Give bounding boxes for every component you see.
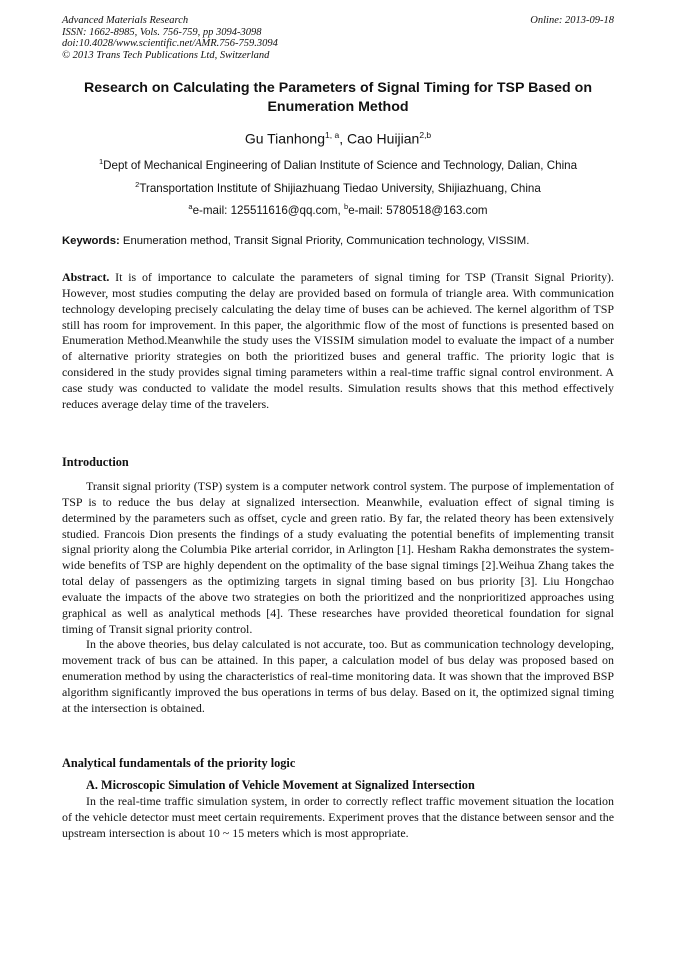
introduction-section	[62, 479, 614, 717]
online-date: Online: 2013-09-18	[530, 15, 614, 26]
journal-header	[62, 15, 614, 61]
keywords-text: Enumeration method, Transit Signal Priority, Communication technology, VISSIM.	[119, 235, 530, 247]
paper-title: Research on Calculating the Parameters of Signal Timing for TSP Based on Enumeration Method	[84, 80, 592, 115]
issn-line: ISSN: 1662-8985, Vols. 756-759, pp 3094-3098	[62, 26, 262, 38]
affiliation-2-text: Transportation Institute of Shijiazhuang Tiedao University, Shijiazhuang, China	[139, 181, 541, 195]
abstract-section	[62, 270, 614, 413]
analytical-subheading: A. Microscopic Simulation of Vehicle Movement at Signalized Intersection	[86, 778, 475, 792]
affiliation-2	[62, 180, 614, 195]
author-separator: ,	[339, 130, 347, 147]
keywords-line	[62, 235, 622, 247]
abstract-label: Abstract.	[62, 270, 110, 284]
introduction-paragraph-1: Transit signal priority (TSP) system is a computer network control system. The purpose of implementation of TSP is to reduce the bus delay at signalized intersection. Meanwhile, evaluation effect of signal timing is determined by the parameters such as offset, cycle and green ratio. By far, the related theory has been extensively studied. Francois Dion presents the findings of a study evaluating the potential benefits of implementing transit signal priority along the Columbia Pike arterial corridor, in Arlington [1]. Hesham Rakha demonstrates the system-wide benefits of TSP are highly dependent on the optimality of the base signal timings [2].Weihua Zhang takes the total delay of passengers as the optimizing targets in signal timing based on bus priority [3]. Liu Hongchao evaluate the impacts of the above two strategies on both the prioritized and the nonprioritized approaches using graphical as well as analytical methods [4]. These researches have provided theoretical foundation for signal timing of Transit signal priority control.	[62, 479, 614, 636]
email-a: e-mail: 125511616@qq.com,	[192, 203, 345, 217]
doi-line: doi:10.4028/www.scientific.net/AMR.756-759.3094	[62, 38, 278, 50]
email-b: e-mail: 5780518@163.com	[348, 203, 488, 217]
analytical-heading: Analytical fundamentals of the priority logic	[62, 756, 296, 770]
abstract-text: It is of importance to calculate the parameters of signal timing for TSP (Transit Signal Priority). However, most studies computing the delay are provided based on formula of triangle area. With communication technology developing precisely calculating the delay time of buses can be achieved. The kernel algorithm of TSP still has room for improvement. In this paper, the algorithmic flow of the most of functions is presented based on Enumeration Method.Meanwhile the study uses the VISSIM simulation model to evaluate the impact of a number of alternative priority strategies on both the prioritized buses and general traffic. The priority logic that is considered in the study provides signal timing parameters within a real-time traffic signal control environment. A case study was conducted to validate the model results. Simulation results shows that this method effectively reduces average delay time of the travelers.	[62, 270, 614, 411]
affiliation-1-text: Dept of Mechanical Engineering of Dalian Institute of Science and Technology, Dalian, China	[103, 158, 578, 172]
analytical-section	[62, 794, 614, 842]
author-2-affiliation-mark: 2,b	[419, 130, 432, 140]
email-b-mark: b	[344, 202, 349, 211]
affiliation-2-mark: 2	[135, 180, 140, 189]
author-1-affiliation-mark: 1, a	[325, 130, 340, 140]
author-line	[62, 130, 614, 147]
journal-name: Advanced Materials Research	[62, 15, 189, 26]
introduction-heading: Introduction	[62, 455, 129, 469]
email-a-mark: a	[188, 202, 193, 211]
analytical-paragraph-1: In the real-time traffic simulation system, in order to correctly reflect traffic movement situation the location of the vehicle detector must meet certain requirements. Experiment proves that the distance between sensor and the upstream intersection is about 10 ~ 15 meters which is most appropriate.	[62, 794, 614, 840]
affiliation-1	[62, 157, 614, 172]
copyright-line: © 2013 Trans Tech Publications Ltd, Switzerland	[62, 49, 270, 61]
author-1-name: Gu Tianhong	[244, 130, 325, 147]
author-2-name: Cao Huijian	[346, 130, 420, 147]
keywords-label: Keywords:	[62, 235, 120, 247]
email-line	[62, 202, 614, 217]
introduction-paragraph-2: In the above theories, bus delay calculated is not accurate, too. But as communication technology developing, movement track of bus can be attained. In this paper, a calculation model of bus delay was proposed based on enumeration method by using the characteristics of real-time monitoring data. It was shown that the improved BSP algorithm significantly improved the bus operations in terms of bus delay. Based on it, the optimized signal timing at the intersection is obtained.	[62, 637, 614, 715]
affiliation-1-mark: 1	[98, 157, 104, 166]
